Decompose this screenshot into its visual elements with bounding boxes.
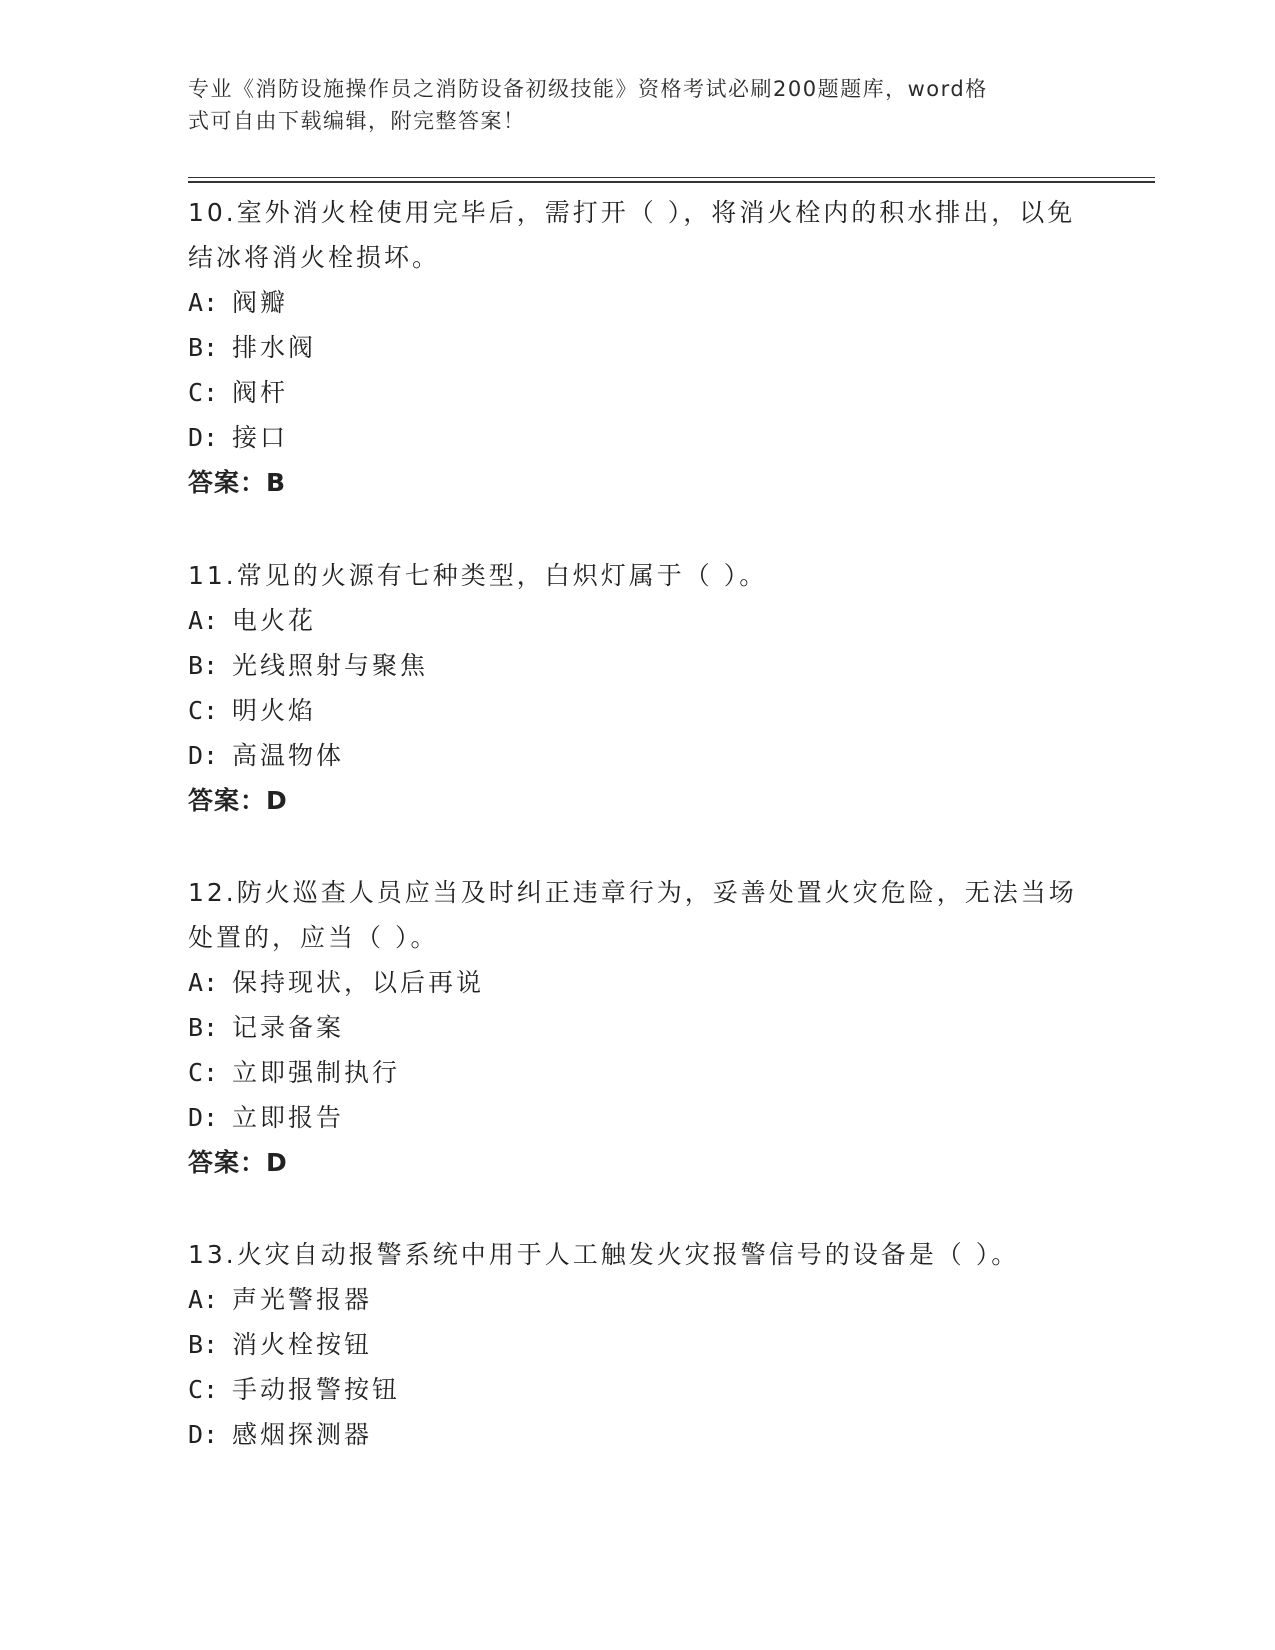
option-text: 感烟探测器 [232, 1420, 373, 1449]
option-text: 接口 [232, 423, 289, 452]
option-label: A: [188, 288, 219, 317]
option-label: B: [188, 651, 219, 680]
option-c [188, 370, 1088, 415]
option-a [188, 1277, 1088, 1322]
option-b [188, 1005, 1088, 1050]
question-10 [188, 190, 1088, 505]
question-stem: 12.防火巡查人员应当及时纠正违章行为，妥善处置火灾危险，无法当场处置的，应当（ ）。 [188, 878, 1077, 952]
option-label: B: [188, 1013, 219, 1042]
question-11 [188, 553, 1088, 823]
option-a [188, 598, 1088, 643]
option-text: 排水阀 [232, 333, 317, 362]
option-text: 手动报警按钮 [232, 1375, 401, 1404]
document-header [188, 73, 1088, 137]
option-label: A: [188, 968, 219, 997]
option-b [188, 643, 1088, 688]
option-text: 记录备案 [232, 1013, 345, 1042]
option-text: 光线照射与聚焦 [232, 651, 429, 680]
option-label: A: [188, 1285, 219, 1314]
option-label: D: [188, 1103, 219, 1132]
question-stem: 11.常见的火源有七种类型，白炽灯属于（ ）。 [188, 561, 768, 590]
question-13 [188, 1232, 1088, 1457]
option-d [188, 1412, 1088, 1457]
question-stem: 10.室外消火栓使用完毕后，需打开（ ），将消火栓内的积水排出，以免结冰将消火栓损坏。 [188, 198, 1076, 272]
answer-line: 答案：D [188, 1148, 288, 1177]
option-d [188, 733, 1088, 778]
option-text: 电火花 [232, 606, 317, 635]
option-label: C: [188, 1375, 219, 1404]
option-text: 消火栓按钮 [232, 1330, 373, 1359]
option-text: 立即报告 [232, 1103, 345, 1132]
question-12 [188, 870, 1088, 1185]
option-text: 高温物体 [232, 741, 345, 770]
option-d [188, 1095, 1088, 1140]
option-label: B: [188, 1330, 219, 1359]
option-c [188, 688, 1088, 733]
header-divider-thick [188, 181, 1155, 183]
option-text: 保持现状，以后再说 [232, 968, 485, 997]
header-line-1: 专业《消防设施操作员之消防设备初级技能》资格考试必刷200题题库，word格 [188, 77, 988, 101]
option-text: 声光警报器 [232, 1285, 373, 1314]
option-c [188, 1050, 1088, 1095]
option-text: 立即强制执行 [232, 1058, 401, 1087]
option-b [188, 1322, 1088, 1367]
option-label: D: [188, 423, 219, 452]
option-d [188, 415, 1088, 460]
option-a [188, 280, 1088, 325]
question-stem: 13.火灾自动报警系统中用于人工触发火灾报警信号的设备是（ ）。 [188, 1240, 1020, 1269]
option-label: D: [188, 1420, 219, 1449]
option-label: C: [188, 696, 219, 725]
option-label: D: [188, 741, 219, 770]
header-line-2: 式可自由下载编辑，附完整答案！ [188, 109, 526, 133]
answer-line: 答案：B [188, 468, 287, 497]
answer-line: 答案：D [188, 786, 288, 815]
option-label: A: [188, 606, 219, 635]
option-a [188, 960, 1088, 1005]
option-text: 明火焰 [232, 696, 317, 725]
option-label: C: [188, 1058, 219, 1087]
option-text: 阀瓣 [232, 288, 289, 317]
option-c [188, 1367, 1088, 1412]
option-label: B: [188, 333, 219, 362]
header-divider-thin [188, 177, 1155, 178]
option-text: 阀杆 [232, 378, 289, 407]
option-b [188, 325, 1088, 370]
option-label: C: [188, 378, 219, 407]
